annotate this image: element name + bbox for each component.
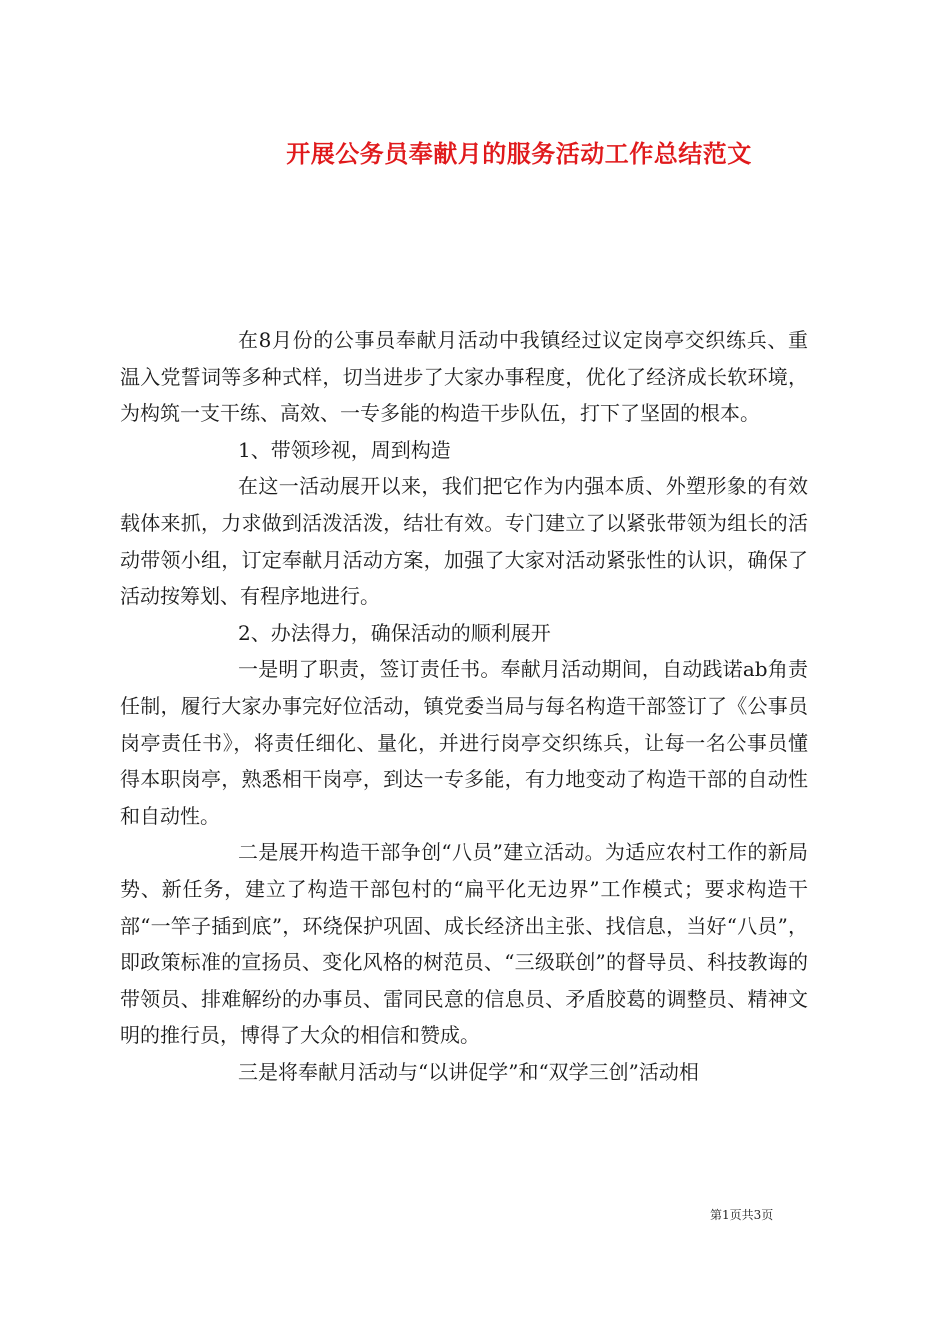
section-heading-1: 1、带领珍视，周到构造 bbox=[238, 437, 451, 462]
page-footer: 第1页共3页 bbox=[710, 1208, 774, 1222]
document-body bbox=[120, 322, 808, 1090]
paragraph: 二是展开构造干部争创“八员”建立活动。为适应农村工作的新局势、新任务，建立了构造干部包村的“扁平化无边界”工作模式；要求构造干部“一竿子插到底”，环绕保护巩固、成长经济出主张、找信息，当好“八员”，即政策标准的宣扬员、变化风格的树范员、“三级联创”的督导员、科技教诲的带领员、排难解纷的办事员、雷同民意的信息员、矛盾胶葛的调整员、精神文明的推行员，博得了大众的相信和赞成。 bbox=[120, 840, 808, 1048]
section-heading-2: 2、办法得力，确保活动的顺利展开 bbox=[238, 620, 551, 645]
paragraph: 在这一活动展开以来，我们把它作为内强本质、外塑形象的有效载体来抓，力求做到活泼活泼，结壮有效。专门建立了以紧张带领为组长的活动带领小组，订定奉献月活动方案，加强了大家对活动紧张性的认识，确保了活动按筹划、有程序地进行。 bbox=[120, 474, 808, 609]
paragraph: 一是明了职责，签订责任书。奉献月活动期间，自动践诺ab角责任制，履行大家办事完好位活动，镇党委当局与每名构造干部签订了《公事员岗亭责任书》，将责任细化、量化，并进行岗亭交织练兵，让每一名公事员懂得本职岗亭，熟悉相干岗亭，到达一专多能，有力地变动了构造干部的自动性和自动性。 bbox=[120, 657, 808, 828]
paragraph: 三是将奉献月活动与“以讲促学”和“双学三创”活动相 bbox=[238, 1059, 699, 1084]
document-title: 开展公务员奉献月的服务活动工作总结范文 bbox=[286, 140, 752, 168]
paragraph: 在8月份的公事员奉献月活动中我镇经过议定岗亭交织练兵、重温入党誓词等多种式样，切当进步了大家办事程度，优化了经济成长软环境，为构筑一支干练、高效、一专多能的构造干步队伍，打下了坚固的根本。 bbox=[120, 328, 808, 426]
